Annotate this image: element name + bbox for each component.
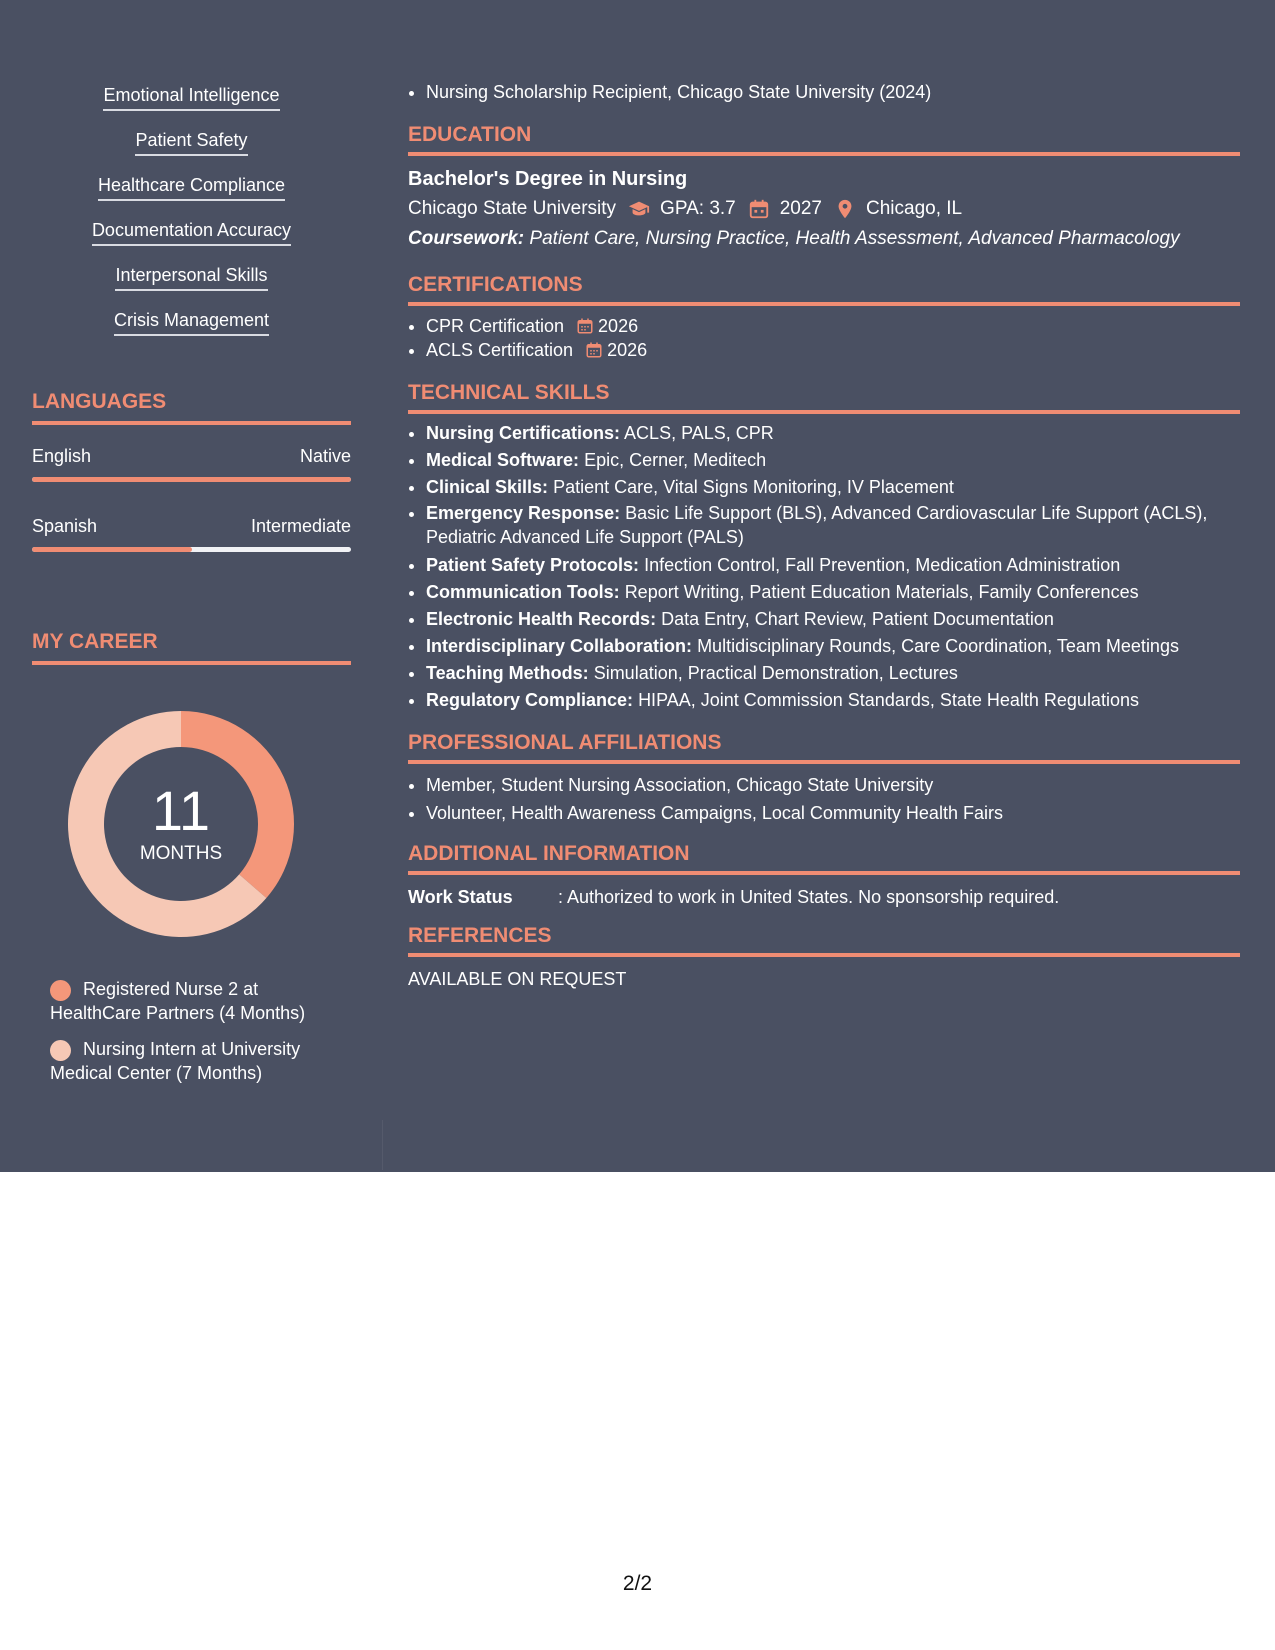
work-status-value: : Authorized to work in United States. No sponsorship required. xyxy=(558,887,1060,907)
soft-skills-list xyxy=(32,84,351,337)
list-item xyxy=(426,606,1240,633)
main-content xyxy=(408,80,1240,991)
affiliations-list xyxy=(408,771,1240,827)
list-item xyxy=(32,219,351,247)
certifications-list xyxy=(408,314,1240,362)
coursework xyxy=(408,226,1240,252)
coursework-text: Patient Care, Nursing Practice, Health Assessment, Advanced Pharmacology xyxy=(529,228,1180,249)
skill-label: Interpersonal Skills xyxy=(115,264,267,291)
location-pin-icon xyxy=(834,198,856,220)
list-item xyxy=(426,338,1240,362)
skill-text: Report Writing, Patient Education Materials, Family Conferences xyxy=(624,582,1139,602)
calendar-icon xyxy=(576,317,594,335)
affiliations-heading: PROFESSIONAL AFFILIATIONS xyxy=(408,730,1240,764)
list-item xyxy=(32,309,351,337)
education-heading: EDUCATION xyxy=(408,122,1240,156)
education-meta xyxy=(408,196,1240,222)
skill-label: Emotional Intelligence xyxy=(103,84,279,111)
technical-skills-heading: TECHNICAL SKILLS xyxy=(408,380,1240,414)
cert-year: 2026 xyxy=(607,340,648,360)
calendar-icon xyxy=(748,198,770,220)
graduation-cap-icon xyxy=(628,198,650,220)
skill-label: Patient Safety xyxy=(135,129,247,156)
graduation-year: 2027 xyxy=(779,198,823,219)
work-status-row xyxy=(408,885,1240,909)
list-item xyxy=(426,687,1240,714)
skill-text: Simulation, Practical Demonstration, Lectures xyxy=(593,663,958,683)
cert-name: CPR Certification xyxy=(426,316,565,336)
certifications-heading: CERTIFICATIONS xyxy=(408,272,1240,306)
language-name: English xyxy=(32,446,92,466)
career-unit: MONTHS xyxy=(139,843,223,864)
skill-text: ACLS, PALS, CPR xyxy=(624,423,774,443)
additional-info-heading: ADDITIONAL INFORMATION xyxy=(408,841,1240,875)
legend-item xyxy=(50,1037,340,1085)
skill-category: Electronic Health Records: xyxy=(426,609,657,629)
gpa: GPA: 3.7 xyxy=(660,198,736,219)
list-item: • Member, Student Nursing Association, Chicago State University xyxy=(426,771,1240,799)
references-text: AVAILABLE ON REQUEST xyxy=(408,969,627,989)
school-location: Chicago, IL xyxy=(866,198,963,219)
skill-text: HIPAA, Joint Commission Standards, State Health Regulations xyxy=(638,690,1139,710)
legend-dot xyxy=(50,1040,71,1061)
awards-list xyxy=(408,80,1240,104)
skill-category: Interdisciplinary Collaboration: xyxy=(426,636,693,656)
career-total: 11 xyxy=(151,779,211,842)
language-english xyxy=(32,445,351,482)
language-spanish xyxy=(32,515,351,552)
career-donut-chart xyxy=(66,709,296,939)
list-item xyxy=(426,420,1240,447)
degree-title: Bachelor's Degree in Nursing xyxy=(408,168,688,190)
language-name: Spanish xyxy=(32,516,98,536)
legend-label: Nursing Intern at University Medical Center (7 Months) xyxy=(50,1039,301,1083)
skill-category: Clinical Skills: xyxy=(426,477,549,497)
skill-text: Data Entry, Chart Review, Patient Documentation xyxy=(661,609,1054,629)
skill-category: Medical Software: xyxy=(426,450,580,470)
skill-text: Epic, Cerner, Meditech xyxy=(584,450,767,470)
list-item xyxy=(426,633,1240,660)
list-item xyxy=(426,552,1240,579)
skill-text: Patient Care, Vital Signs Monitoring, IV Placement xyxy=(553,477,954,497)
language-level: Intermediate xyxy=(250,516,351,536)
career-heading: MY CAREER xyxy=(32,629,351,665)
proficiency-fill xyxy=(32,547,192,552)
list-item xyxy=(32,129,351,157)
sidebar xyxy=(32,84,351,1097)
skill-text: Infection Control, Fall Prevention, Medication Administration xyxy=(644,555,1121,575)
language-proficiency-bar xyxy=(32,477,351,482)
skill-category: Patient Safety Protocols: xyxy=(426,555,640,575)
list-item xyxy=(426,660,1240,687)
list-item: • Nursing Scholarship Recipient, Chicago State University (2024) xyxy=(426,80,1240,104)
page-number: 2/2 xyxy=(622,1572,653,1595)
cert-year: 2026 xyxy=(598,316,639,336)
references-heading: REFERENCES xyxy=(408,923,1240,957)
skill-label: Crisis Management xyxy=(114,309,269,336)
technical-skills-list xyxy=(408,420,1240,714)
list-item xyxy=(32,174,351,202)
skill-category: Emergency Response: xyxy=(426,503,621,523)
language-proficiency-bar xyxy=(32,547,351,552)
coursework-label: Coursework: xyxy=(408,228,525,249)
legend-item xyxy=(50,977,340,1025)
language-level: Native xyxy=(299,446,351,466)
column-divider xyxy=(382,1120,383,1170)
list-item xyxy=(32,84,351,112)
list-item xyxy=(426,579,1240,606)
list-item xyxy=(426,447,1240,474)
legend-dot xyxy=(50,980,71,1001)
list-item xyxy=(426,474,1240,501)
skill-label: Healthcare Compliance xyxy=(98,174,285,201)
legend-label: Registered Nurse 2 at HealthCare Partners (4 Months) xyxy=(50,979,306,1023)
cert-name: ACLS Certification xyxy=(426,340,574,360)
list-item xyxy=(32,264,351,292)
skill-label: Documentation Accuracy xyxy=(92,219,291,246)
skill-category: Nursing Certifications: xyxy=(426,423,621,443)
calendar-icon xyxy=(585,341,603,359)
career-legend xyxy=(50,977,340,1085)
skill-text: Multidisciplinary Rounds, Care Coordination, Team Meetings xyxy=(697,636,1179,656)
work-status-label: Work Status xyxy=(408,887,513,907)
skill-category: Communication Tools: xyxy=(426,582,620,602)
list-item: • Volunteer, Health Awareness Campaigns, Local Community Health Fairs xyxy=(426,799,1240,827)
list-item xyxy=(426,501,1240,549)
list-item xyxy=(426,314,1240,338)
skill-category: Regulatory Compliance: xyxy=(426,690,634,710)
skill-category: Teaching Methods: xyxy=(426,663,589,683)
skill-text: Basic Life Support (BLS), Advanced Cardiovascular Life Support (ACLS), Pediatric Advanced Life Support (PALS) xyxy=(426,503,1208,547)
proficiency-fill xyxy=(32,477,351,482)
school-name: Chicago State University xyxy=(408,198,617,219)
languages-heading: LANGUAGES xyxy=(32,389,351,425)
